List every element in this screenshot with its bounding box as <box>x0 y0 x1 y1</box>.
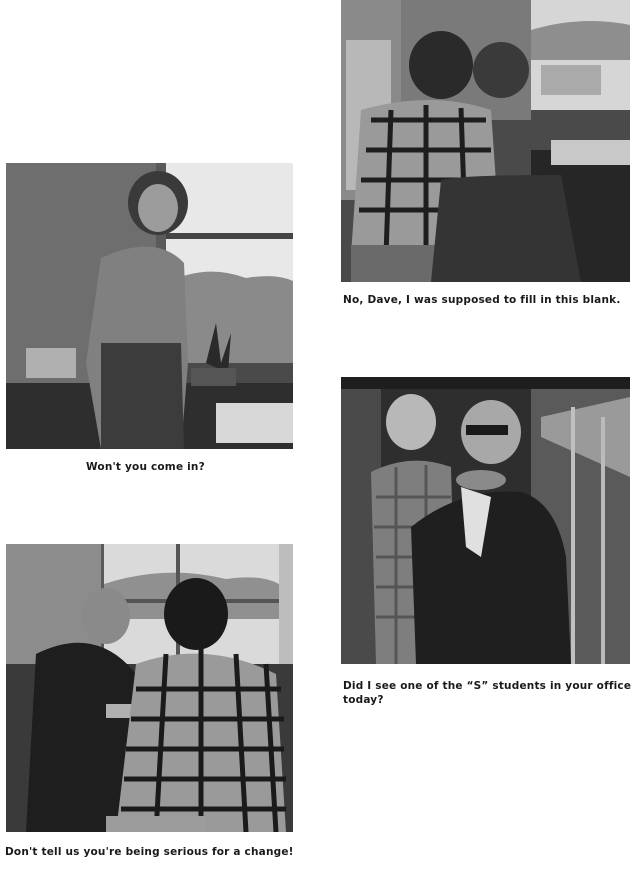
caption-hallway-pair: Did I see one of the “S” students in your office today? <box>343 680 632 706</box>
photo-desk-meeting <box>6 544 293 832</box>
photo-office-desk <box>341 0 630 282</box>
caption-office-blank: No, Dave, I was supposed to fill in this blank. <box>343 294 621 306</box>
photo-woman-at-window <box>6 163 293 449</box>
caption-window-woman: Won't you come in? <box>86 461 205 473</box>
photo-hallway-men <box>341 377 630 664</box>
caption-desk-meeting: Don't tell us you're being serious for a change! <box>5 846 294 858</box>
